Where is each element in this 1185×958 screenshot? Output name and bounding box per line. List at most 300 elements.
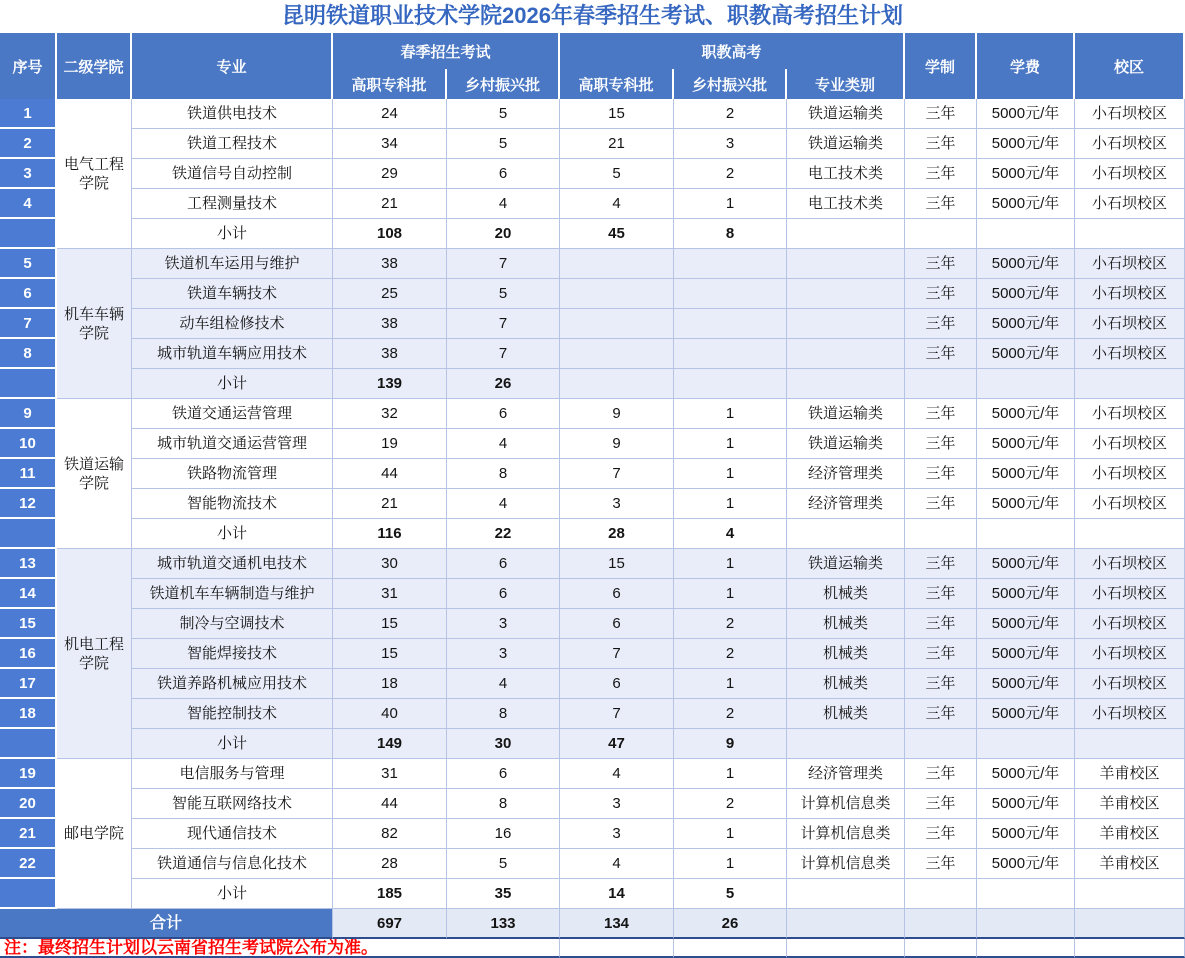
- subtotal-row: [0, 729, 1185, 759]
- total-label-cell: 合计: [0, 909, 333, 939]
- tuition-cell: 5000元/年: [977, 609, 1075, 639]
- spring-gaozhi-cell: 28: [333, 849, 447, 879]
- voc-gaozhi-cell: 6: [560, 669, 674, 699]
- header-spring-xiangcun: 乡村振兴批: [447, 69, 560, 99]
- header-major: 专业: [132, 33, 333, 99]
- total-row: [0, 909, 1185, 939]
- major-cell: 铁道供电技术: [132, 99, 333, 129]
- duration-cell: 三年: [905, 459, 977, 489]
- seq-cell: 1: [0, 99, 57, 129]
- spring-gaozhi-cell: 44: [333, 789, 447, 819]
- major-cell: 铁路物流管理: [132, 459, 333, 489]
- subtotal-voc-xiangcun-cell: [674, 369, 787, 399]
- duration-cell: 三年: [905, 399, 977, 429]
- subtotal-voc-gaozhi-cell: 47: [560, 729, 674, 759]
- tuition-cell: 5000元/年: [977, 309, 1075, 339]
- total-category-cell: [787, 909, 905, 939]
- table-row: [0, 609, 1185, 639]
- category-cell: [787, 279, 905, 309]
- category-cell: 机械类: [787, 609, 905, 639]
- tuition-cell: 5000元/年: [977, 399, 1075, 429]
- tuition-cell: 5000元/年: [977, 459, 1075, 489]
- campus-cell: 小石坝校区: [1075, 189, 1185, 219]
- subtotal-campus-cell: [1075, 219, 1185, 249]
- seq-cell: 18: [0, 699, 57, 729]
- spring-xiangcun-cell: 6: [447, 399, 560, 429]
- seq-cell: 8: [0, 339, 57, 369]
- voc-xiangcun-cell: 1: [674, 459, 787, 489]
- tuition-cell: 5000元/年: [977, 549, 1075, 579]
- voc-xiangcun-cell: [674, 279, 787, 309]
- voc-gaozhi-cell: 3: [560, 789, 674, 819]
- category-cell: 经济管理类: [787, 459, 905, 489]
- tuition-cell: 5000元/年: [977, 819, 1075, 849]
- voc-gaozhi-cell: [560, 309, 674, 339]
- college-cell: 铁道运输学院: [57, 399, 132, 549]
- tuition-cell: 5000元/年: [977, 489, 1075, 519]
- seq-cell: 17: [0, 669, 57, 699]
- voc-gaozhi-cell: 4: [560, 849, 674, 879]
- spring-gaozhi-cell: 31: [333, 579, 447, 609]
- major-cell: 城市轨道交通机电技术: [132, 549, 333, 579]
- seq-cell: 14: [0, 579, 57, 609]
- voc-gaozhi-cell: 6: [560, 609, 674, 639]
- spring-xiangcun-cell: 4: [447, 669, 560, 699]
- campus-cell: 羊甫校区: [1075, 789, 1185, 819]
- spring-xiangcun-cell: 7: [447, 309, 560, 339]
- table-row: [0, 699, 1185, 729]
- spring-gaozhi-cell: 29: [333, 159, 447, 189]
- seq-cell: 21: [0, 819, 57, 849]
- major-cell: 铁道工程技术: [132, 129, 333, 159]
- spring-xiangcun-cell: 5: [447, 279, 560, 309]
- voc-xiangcun-cell: 2: [674, 789, 787, 819]
- category-cell: [787, 339, 905, 369]
- total-campus-cell: [1075, 909, 1185, 939]
- spring-gaozhi-cell: 18: [333, 669, 447, 699]
- header-tuition: 学费: [977, 33, 1075, 99]
- spring-xiangcun-cell: 7: [447, 249, 560, 279]
- voc-gaozhi-cell: 4: [560, 189, 674, 219]
- spring-xiangcun-cell: 6: [447, 579, 560, 609]
- subtotal-spring-gaozhi-cell: 116: [333, 519, 447, 549]
- major-cell: 铁道机车车辆制造与维护: [132, 579, 333, 609]
- duration-cell: 三年: [905, 549, 977, 579]
- table-row: [0, 189, 1185, 219]
- table-row: [0, 309, 1185, 339]
- seq-cell: 7: [0, 309, 57, 339]
- header-seq: 序号: [0, 33, 57, 99]
- tuition-cell: 5000元/年: [977, 429, 1075, 459]
- voc-xiangcun-cell: 2: [674, 609, 787, 639]
- voc-gaozhi-cell: 9: [560, 399, 674, 429]
- spring-gaozhi-cell: 25: [333, 279, 447, 309]
- spring-xiangcun-cell: 8: [447, 459, 560, 489]
- duration-cell: 三年: [905, 759, 977, 789]
- category-cell: 机械类: [787, 669, 905, 699]
- duration-cell: 三年: [905, 339, 977, 369]
- category-cell: 铁道运输类: [787, 399, 905, 429]
- seq-cell: 5: [0, 249, 57, 279]
- campus-cell: 小石坝校区: [1075, 609, 1185, 639]
- subtotal-campus-cell: [1075, 879, 1185, 909]
- header-voc-gaozhi: 高职专科批: [560, 69, 674, 99]
- table-row: [0, 849, 1185, 879]
- subtotal-spring-gaozhi-cell: 185: [333, 879, 447, 909]
- duration-cell: 三年: [905, 99, 977, 129]
- subtotal-category-cell: [787, 219, 905, 249]
- major-cell: 铁道养路机械应用技术: [132, 669, 333, 699]
- header-duration: 学制: [905, 33, 977, 99]
- campus-cell: 小石坝校区: [1075, 399, 1185, 429]
- tuition-cell: 5000元/年: [977, 669, 1075, 699]
- total-duration-cell: [905, 909, 977, 939]
- spring-gaozhi-cell: 21: [333, 489, 447, 519]
- subtotal-row: [0, 219, 1185, 249]
- voc-xiangcun-cell: 1: [674, 399, 787, 429]
- table-row: [0, 579, 1185, 609]
- subtotal-spring-xiangcun-cell: 22: [447, 519, 560, 549]
- subtotal-category-cell: [787, 729, 905, 759]
- subtotal-campus-cell: [1075, 729, 1185, 759]
- category-cell: 铁道运输类: [787, 549, 905, 579]
- voc-xiangcun-cell: 1: [674, 849, 787, 879]
- major-cell: 城市轨道交通运营管理: [132, 429, 333, 459]
- subtotal-spring-gaozhi-cell: 139: [333, 369, 447, 399]
- tuition-cell: 5000元/年: [977, 249, 1075, 279]
- spring-gaozhi-cell: 19: [333, 429, 447, 459]
- voc-gaozhi-cell: 7: [560, 699, 674, 729]
- voc-xiangcun-cell: 1: [674, 549, 787, 579]
- seq-cell: 10: [0, 429, 57, 459]
- subtotal-duration-cell: [905, 879, 977, 909]
- subtotal-tuition-cell: [977, 519, 1075, 549]
- table-row: [0, 129, 1185, 159]
- spring-gaozhi-cell: 15: [333, 639, 447, 669]
- subtotal-label-cell: 小计: [132, 879, 333, 909]
- major-cell: 现代通信技术: [132, 819, 333, 849]
- header-spring-group: 春季招生考试: [333, 33, 560, 69]
- campus-cell: 小石坝校区: [1075, 459, 1185, 489]
- subtotal-voc-xiangcun-cell: 5: [674, 879, 787, 909]
- spring-xiangcun-cell: 6: [447, 759, 560, 789]
- seq-cell-empty: [0, 729, 57, 759]
- subtotal-category-cell: [787, 519, 905, 549]
- subtotal-label-cell: 小计: [132, 519, 333, 549]
- seq-cell: 12: [0, 489, 57, 519]
- category-cell: 机械类: [787, 579, 905, 609]
- subtotal-voc-xiangcun-cell: 8: [674, 219, 787, 249]
- subtotal-tuition-cell: [977, 879, 1075, 909]
- campus-cell: 小石坝校区: [1075, 279, 1185, 309]
- seq-cell: 4: [0, 189, 57, 219]
- college-cell: 机车车辆学院: [57, 249, 132, 399]
- subtotal-voc-gaozhi-cell: 14: [560, 879, 674, 909]
- voc-gaozhi-cell: [560, 279, 674, 309]
- spring-xiangcun-cell: 4: [447, 489, 560, 519]
- enrollment-plan-table: [0, 33, 1185, 958]
- category-cell: 机械类: [787, 699, 905, 729]
- major-cell: 智能焊接技术: [132, 639, 333, 669]
- total-spring-xiangcun-cell: 133: [447, 909, 560, 939]
- category-cell: 计算机信息类: [787, 789, 905, 819]
- duration-cell: 三年: [905, 819, 977, 849]
- subtotal-campus-cell: [1075, 369, 1185, 399]
- subtotal-label-cell: 小计: [132, 219, 333, 249]
- major-cell: 工程测量技术: [132, 189, 333, 219]
- duration-cell: 三年: [905, 639, 977, 669]
- major-cell: 铁道通信与信息化技术: [132, 849, 333, 879]
- subtotal-category-cell: [787, 369, 905, 399]
- major-cell: 铁道交通运营管理: [132, 399, 333, 429]
- duration-cell: 三年: [905, 849, 977, 879]
- duration-cell: 三年: [905, 309, 977, 339]
- campus-cell: 小石坝校区: [1075, 579, 1185, 609]
- duration-cell: 三年: [905, 249, 977, 279]
- subtotal-duration-cell: [905, 219, 977, 249]
- category-cell: 经济管理类: [787, 489, 905, 519]
- campus-cell: 小石坝校区: [1075, 429, 1185, 459]
- spring-gaozhi-cell: 15: [333, 609, 447, 639]
- voc-gaozhi-cell: 15: [560, 549, 674, 579]
- subtotal-spring-gaozhi-cell: 108: [333, 219, 447, 249]
- spring-xiangcun-cell: 3: [447, 609, 560, 639]
- voc-xiangcun-cell: [674, 339, 787, 369]
- duration-cell: 三年: [905, 579, 977, 609]
- major-cell: 电信服务与管理: [132, 759, 333, 789]
- tuition-cell: 5000元/年: [977, 849, 1075, 879]
- footnote-row: [0, 939, 1185, 958]
- subtotal-tuition-cell: [977, 369, 1075, 399]
- spring-gaozhi-cell: 24: [333, 99, 447, 129]
- seq-cell: 16: [0, 639, 57, 669]
- spring-xiangcun-cell: 8: [447, 789, 560, 819]
- subtotal-label-cell: 小计: [132, 729, 333, 759]
- subtotal-label-cell: 小计: [132, 369, 333, 399]
- campus-cell: 小石坝校区: [1075, 159, 1185, 189]
- duration-cell: 三年: [905, 669, 977, 699]
- table-row: [0, 99, 1185, 129]
- table-row: [0, 279, 1185, 309]
- tuition-cell: 5000元/年: [977, 639, 1075, 669]
- footnote-empty-category: [787, 939, 905, 958]
- seq-cell: 11: [0, 459, 57, 489]
- footnote-empty-voc-gaozhi: [560, 939, 674, 958]
- header-row-groups: [0, 33, 1185, 69]
- campus-cell: 羊甫校区: [1075, 849, 1185, 879]
- major-cell: 城市轨道车辆应用技术: [132, 339, 333, 369]
- voc-xiangcun-cell: 1: [674, 429, 787, 459]
- header-voc-xiangcun: 乡村振兴批: [674, 69, 787, 99]
- page-title: 昆明铁道职业技术学院2026年春季招生考试、职教高考招生计划: [0, 0, 1185, 33]
- category-cell: 机械类: [787, 639, 905, 669]
- spring-xiangcun-cell: 4: [447, 189, 560, 219]
- campus-cell: 小石坝校区: [1075, 699, 1185, 729]
- spring-gaozhi-cell: 38: [333, 249, 447, 279]
- subtotal-campus-cell: [1075, 519, 1185, 549]
- voc-xiangcun-cell: 2: [674, 159, 787, 189]
- tuition-cell: 5000元/年: [977, 789, 1075, 819]
- category-cell: [787, 309, 905, 339]
- seq-cell: 22: [0, 849, 57, 879]
- category-cell: 电工技术类: [787, 189, 905, 219]
- voc-gaozhi-cell: 15: [560, 99, 674, 129]
- spring-gaozhi-cell: 32: [333, 399, 447, 429]
- tuition-cell: 5000元/年: [977, 129, 1075, 159]
- subtotal-tuition-cell: [977, 219, 1075, 249]
- major-cell: 铁道车辆技术: [132, 279, 333, 309]
- tuition-cell: 5000元/年: [977, 759, 1075, 789]
- major-cell: 智能控制技术: [132, 699, 333, 729]
- voc-xiangcun-cell: 1: [674, 669, 787, 699]
- seq-cell: 9: [0, 399, 57, 429]
- table-row: [0, 549, 1185, 579]
- voc-xiangcun-cell: 3: [674, 129, 787, 159]
- table-body: [0, 99, 1185, 958]
- category-cell: 经济管理类: [787, 759, 905, 789]
- voc-xiangcun-cell: 2: [674, 99, 787, 129]
- voc-gaozhi-cell: 9: [560, 429, 674, 459]
- table-row: [0, 429, 1185, 459]
- voc-gaozhi-cell: 7: [560, 459, 674, 489]
- table-row: [0, 819, 1185, 849]
- tuition-cell: 5000元/年: [977, 579, 1075, 609]
- header-vocational-group: 职教高考: [560, 33, 905, 69]
- voc-xiangcun-cell: 2: [674, 699, 787, 729]
- campus-cell: 小石坝校区: [1075, 639, 1185, 669]
- campus-cell: 小石坝校区: [1075, 669, 1185, 699]
- subtotal-row: [0, 879, 1185, 909]
- major-cell: 铁道信号自动控制: [132, 159, 333, 189]
- duration-cell: 三年: [905, 429, 977, 459]
- spring-gaozhi-cell: 30: [333, 549, 447, 579]
- campus-cell: 羊甫校区: [1075, 819, 1185, 849]
- campus-cell: 小石坝校区: [1075, 99, 1185, 129]
- footnote-text: 注：最终招生计划以云南省招生考试院公布为准。: [0, 939, 560, 958]
- header-college: 二级学院: [57, 33, 132, 99]
- voc-xiangcun-cell: 2: [674, 639, 787, 669]
- college-cell: 电气工程学院: [57, 99, 132, 249]
- spring-gaozhi-cell: 34: [333, 129, 447, 159]
- voc-xiangcun-cell: [674, 249, 787, 279]
- seq-cell: 20: [0, 789, 57, 819]
- table-header: [0, 33, 1185, 99]
- voc-xiangcun-cell: 1: [674, 819, 787, 849]
- college-cell: 机电工程学院: [57, 549, 132, 759]
- campus-cell: 羊甫校区: [1075, 759, 1185, 789]
- subtotal-voc-xiangcun-cell: 9: [674, 729, 787, 759]
- table-row: [0, 789, 1185, 819]
- subtotal-spring-xiangcun-cell: 35: [447, 879, 560, 909]
- category-cell: 铁道运输类: [787, 99, 905, 129]
- duration-cell: 三年: [905, 159, 977, 189]
- voc-gaozhi-cell: [560, 249, 674, 279]
- spring-gaozhi-cell: 38: [333, 339, 447, 369]
- subtotal-spring-gaozhi-cell: 149: [333, 729, 447, 759]
- voc-gaozhi-cell: 6: [560, 579, 674, 609]
- spring-gaozhi-cell: 31: [333, 759, 447, 789]
- subtotal-row: [0, 369, 1185, 399]
- spring-xiangcun-cell: 5: [447, 129, 560, 159]
- duration-cell: 三年: [905, 189, 977, 219]
- table-row: [0, 489, 1185, 519]
- seq-cell-empty: [0, 369, 57, 399]
- total-voc-gaozhi-cell: 134: [560, 909, 674, 939]
- seq-cell: 3: [0, 159, 57, 189]
- footnote-empty-tuition: [977, 939, 1075, 958]
- spring-xiangcun-cell: 3: [447, 639, 560, 669]
- college-cell: 邮电学院: [57, 759, 132, 909]
- spring-xiangcun-cell: 5: [447, 99, 560, 129]
- table-row: [0, 459, 1185, 489]
- spring-gaozhi-cell: 21: [333, 189, 447, 219]
- spring-gaozhi-cell: 82: [333, 819, 447, 849]
- major-cell: 智能互联网络技术: [132, 789, 333, 819]
- table-row: [0, 639, 1185, 669]
- campus-cell: 小石坝校区: [1075, 339, 1185, 369]
- seq-cell: 2: [0, 129, 57, 159]
- spring-gaozhi-cell: 38: [333, 309, 447, 339]
- subtotal-spring-xiangcun-cell: 20: [447, 219, 560, 249]
- table-row: [0, 759, 1185, 789]
- subtotal-voc-gaozhi-cell: 28: [560, 519, 674, 549]
- subtotal-tuition-cell: [977, 729, 1075, 759]
- category-cell: 铁道运输类: [787, 129, 905, 159]
- header-spring-gaozhi: 高职专科批: [333, 69, 447, 99]
- subtotal-duration-cell: [905, 369, 977, 399]
- major-cell: 制冷与空调技术: [132, 609, 333, 639]
- table-row: [0, 669, 1185, 699]
- subtotal-duration-cell: [905, 519, 977, 549]
- major-cell: 铁道机车运用与维护: [132, 249, 333, 279]
- seq-cell-empty: [0, 519, 57, 549]
- seq-cell-empty: [0, 219, 57, 249]
- duration-cell: 三年: [905, 609, 977, 639]
- subtotal-duration-cell: [905, 729, 977, 759]
- table-row: [0, 399, 1185, 429]
- voc-xiangcun-cell: 1: [674, 189, 787, 219]
- subtotal-row: [0, 519, 1185, 549]
- spring-xiangcun-cell: 5: [447, 849, 560, 879]
- seq-cell: 6: [0, 279, 57, 309]
- subtotal-voc-gaozhi-cell: 45: [560, 219, 674, 249]
- table-row: [0, 249, 1185, 279]
- seq-cell: 19: [0, 759, 57, 789]
- duration-cell: 三年: [905, 789, 977, 819]
- category-cell: [787, 249, 905, 279]
- campus-cell: 小石坝校区: [1075, 249, 1185, 279]
- spring-xiangcun-cell: 6: [447, 549, 560, 579]
- voc-xiangcun-cell: 1: [674, 579, 787, 609]
- tuition-cell: 5000元/年: [977, 699, 1075, 729]
- major-cell: 动车组检修技术: [132, 309, 333, 339]
- spring-gaozhi-cell: 44: [333, 459, 447, 489]
- table-row: [0, 159, 1185, 189]
- category-cell: 铁道运输类: [787, 429, 905, 459]
- voc-gaozhi-cell: 7: [560, 639, 674, 669]
- tuition-cell: 5000元/年: [977, 189, 1075, 219]
- category-cell: 电工技术类: [787, 159, 905, 189]
- subtotal-voc-xiangcun-cell: 4: [674, 519, 787, 549]
- seq-cell: 15: [0, 609, 57, 639]
- total-voc-xiangcun-cell: 26: [674, 909, 787, 939]
- header-campus: 校区: [1075, 33, 1185, 99]
- duration-cell: 三年: [905, 699, 977, 729]
- subtotal-spring-xiangcun-cell: 30: [447, 729, 560, 759]
- voc-gaozhi-cell: 3: [560, 489, 674, 519]
- voc-gaozhi-cell: 21: [560, 129, 674, 159]
- campus-cell: 小石坝校区: [1075, 489, 1185, 519]
